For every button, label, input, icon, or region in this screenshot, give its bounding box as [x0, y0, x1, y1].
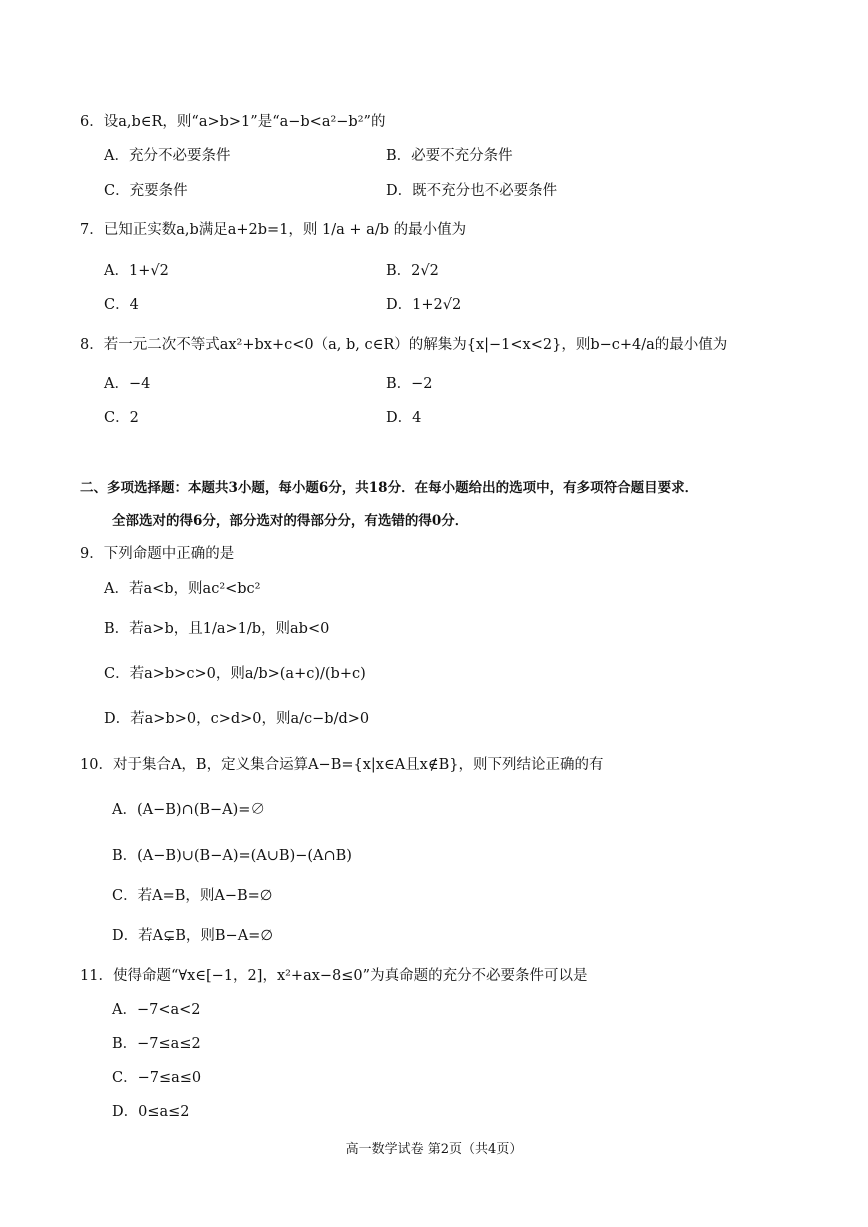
question-6-option-c: C．充要条件 [104, 183, 188, 199]
question-10-option-a: A．(A−B)∩(B−A)=∅ [112, 802, 265, 818]
question-9-option-d: D．若a>b>0，c>d>0，则a/c−b/d>0 [104, 711, 370, 727]
question-9-option-a: A．若a<b，则ac²<bc² [104, 581, 261, 597]
question-11-option-b: B．−7≤a≤2 [112, 1036, 201, 1052]
question-10-stem: 10．对于集合A，B，定义集合运算A−B={x|x∈A且x∉B}，则下列结论正确的有 [80, 757, 604, 773]
question-9-option-c: C．若a>b>c>0，则a/b>(a+c)/(b+c) [104, 666, 366, 682]
question-7-option-d: D．1+2√2 [386, 297, 462, 313]
question-8-option-b: B．−2 [386, 376, 433, 392]
section-2-heading: 二、多项选择题：本题共3小题，每小题6分，共18分．在每小题给出的选项中，有多项符合题目要求． [80, 480, 699, 496]
section-2-subheading: 全部选对的得6分，部分选对的得部分分，有选错的得0分． [112, 513, 469, 529]
question-7-stem: 7．已知正实数a,b满足a+2b=1，则 1/a + a/b 的最小值为 [80, 222, 467, 238]
question-10-option-b: B．(A−B)∪(B−A)=(A∪B)−(A∩B) [112, 848, 352, 864]
question-8-option-c: C．2 [104, 410, 139, 426]
question-8-option-a: A．−4 [104, 376, 151, 392]
question-8-stem: 8．若一元二次不等式ax²+bx+c<0（a, b, c∈R）的解集为{x|−1<x<2}，则b−c+4/a的最小值为 [80, 337, 728, 353]
question-11-option-c: C．−7≤a≤0 [112, 1070, 202, 1086]
question-10-option-c: C．若A=B，则A−B=∅ [112, 888, 273, 904]
question-7-option-b: B．2√2 [386, 263, 439, 279]
question-11-option-d: D．0≤a≤2 [112, 1104, 190, 1120]
page-footer: 高一数学试卷 第2页（共4页） [345, 1142, 523, 1157]
question-11-stem: 11．使得命题“∀x∈[−1，2]，x²+ax−8≤0”为真命题的充分不必要条件可以是 [80, 968, 588, 984]
question-9-stem: 9．下列命题中正确的是 [80, 546, 235, 562]
question-6-option-a: A．充分不必要条件 [104, 148, 231, 164]
question-6-option-d: D．既不充分也不必要条件 [386, 183, 558, 199]
question-10-option-d: D．若A⊊B，则B−A=∅ [112, 928, 273, 944]
question-6-option-b: B．必要不充分条件 [386, 148, 513, 164]
question-11-option-a: A．−7<a<2 [112, 1002, 201, 1018]
question-8-option-d: D．4 [386, 410, 422, 426]
question-7-option-a: A．1+√2 [104, 263, 169, 279]
question-9-option-b: B．若a>b，且1/a>1/b，则ab<0 [104, 621, 330, 637]
question-6-stem: 6．设a,b∈R，则“a>b>1”是“a−b<a²−b²”的 [80, 114, 386, 130]
question-7-option-c: C．4 [104, 297, 139, 313]
